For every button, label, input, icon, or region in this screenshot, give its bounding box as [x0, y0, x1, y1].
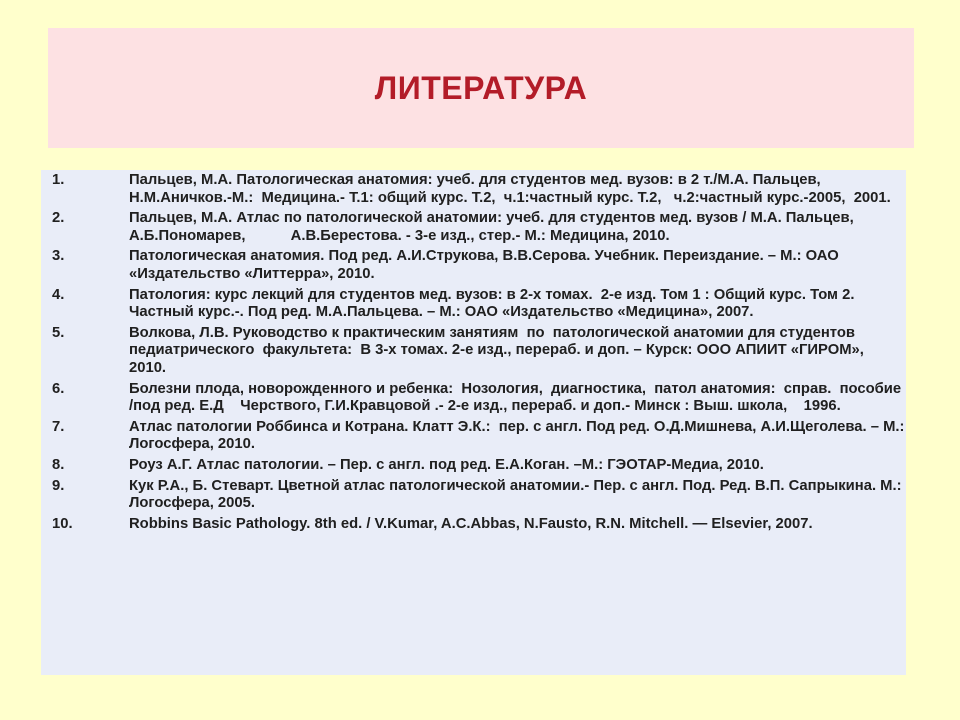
reference-number: 4.: [52, 286, 65, 303]
reference-text: Пальцев, М.А. Атлас по патологической анатомии: учеб. для студентов мед. вузов / М.А. Пальцев, А.Б.Пономарев, А.В.Берестова. - 3-е изд., стер.- М.: Медицина, 2010.: [129, 210, 858, 244]
reference-number: 2.: [52, 210, 65, 227]
reference-list: [41, 172, 909, 533]
reference-item: [41, 248, 906, 283]
reference-text: Болезни плода, новорожденного и ребенка: Нозология, диагностика, патол анатомия: справ. пособие /под ред. Е.Д Черствого, Г.И.Кравцовой .- 2-е изд., перераб. и доп.- Минск : Выш. школа, 1996.: [129, 380, 906, 415]
reference-list-box: [41, 170, 909, 675]
reference-number: 9.: [52, 477, 65, 494]
page-title: ЛИТЕРАТУРА: [374, 69, 588, 106]
reference-text: Robbins Basic Pathology. 8th ed. / V.Kumar, A.C.Abbas, N.Fausto, R.N. Mitchell. — Elsevier, 2007.: [129, 515, 813, 532]
reference-item: [41, 325, 906, 378]
reference-text: Патологическая анатомия. Под ред. А.И.Струкова, В.В.Серова. Учебник. Переиздание. – М.: ОАО «Издательство «Литтерра», 2010.: [129, 248, 843, 282]
reference-text: Кук Р.А., Б. Стеварт. Цветной атлас патологической анатомии.- Пер. с англ. Под. Ред. В.П. Сапрыкина. М.: Логосфера, 2005.: [129, 477, 906, 512]
reference-number: 3.: [52, 248, 65, 265]
reference-text: Роуз А.Г. Атлас патологии. – Пер. с англ. под ред. Е.А.Коган. –М.: ГЭОТАР-Медиа, 2010.: [129, 456, 764, 473]
reference-item: [41, 516, 906, 534]
reference-item: [41, 457, 906, 475]
reference-text: Волкова, Л.В. Руководство к практическим занятиям по патологической анатомии для студентов педиатрического факультета: В 3-х томах. 2-е изд., перераб. и доп. – Курск: ООО АПИИТ «ГИРОМ», 2010.: [129, 324, 869, 376]
reference-item: [41, 478, 906, 513]
reference-text: Пальцев, М.А. Патологическая анатомия: учеб. для студентов мед. вузов: в 2 т./М.А. Пальцев, Н.М.Аничков.-М.: Медицина.- Т.1: общий курс. Т.2, ч.1:частный курс. Т.2, ч.2:частный курс.-2005, 2001.: [129, 172, 891, 206]
reference-item: [41, 381, 906, 416]
reference-item: [41, 418, 909, 454]
reference-text: Атлас патологии Роббинса и Котрана. Клатт Э.К.: пер. с англ. Под ред. О.Д.Мишнева, А.И.Щеголева. – М.: Логосфера, 2010.: [129, 418, 909, 453]
reference-number: 8.: [52, 456, 65, 473]
reference-number: 7.: [52, 418, 65, 435]
reference-text: Патология: курс лекций для студентов мед. вузов: в 2-х томах. 2-е изд. Том 1 : Общий курс. Том 2. Частный курс.-. Под ред. М.А.Пальцева. – М.: ОАО «Издательство «Медицина», 2007.: [129, 286, 863, 321]
reference-number: 6.: [52, 380, 65, 397]
reference-number: 10.: [52, 515, 73, 532]
reference-number: 1.: [52, 172, 65, 188]
title-box: [48, 28, 914, 148]
reference-item: [41, 210, 906, 245]
reference-number: 5.: [52, 324, 65, 341]
reference-item: [41, 287, 906, 322]
reference-item: [41, 172, 906, 207]
